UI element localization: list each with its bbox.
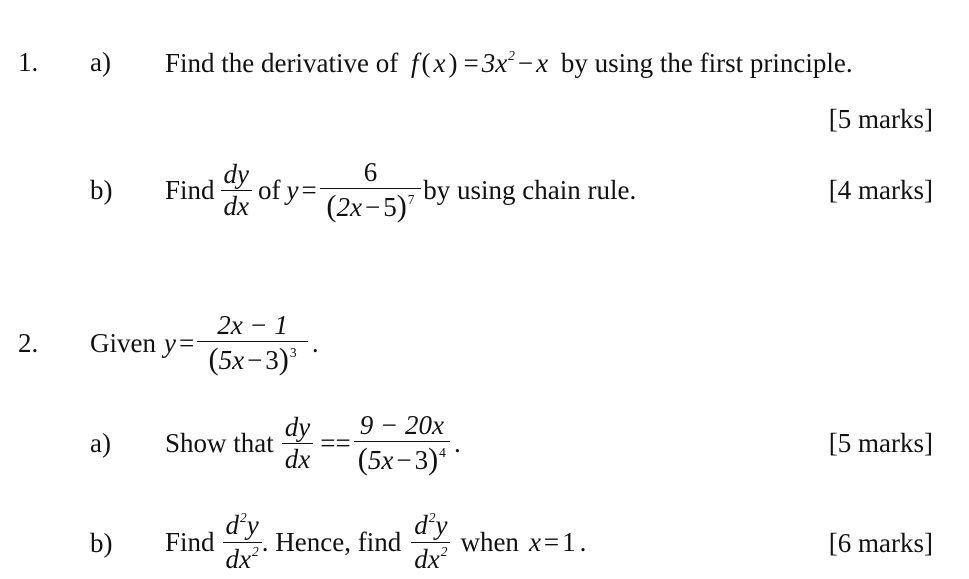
q2b-second-derivative-2: $\frac{d^2y}{dx^2}$ [411, 511, 450, 572]
q2a-eq: == [320, 427, 351, 458]
q1b-label: b) [90, 175, 113, 205]
q2a-marks: [5 marks] [828, 428, 933, 458]
q1a-text-after: by using the first principle. [560, 48, 853, 79]
q1a-text-before: Find the derivative of [165, 48, 399, 79]
q2-period: . [311, 327, 319, 358]
q2a-show: Show that [165, 427, 274, 458]
q1b-dydx: $\frac{dy}{dx}$ [221, 161, 252, 220]
q2-given [90, 305, 319, 381]
question-1-number: 1. [18, 47, 39, 77]
q1b-of: of [258, 174, 281, 205]
q2b-hence: . Hence, find [261, 526, 402, 557]
q2b-when: when [460, 526, 519, 557]
q1b-y: y [286, 174, 299, 205]
q2b-label: b) [90, 528, 113, 558]
q2-eq: = [178, 327, 195, 358]
q1b-fraction: $\frac{6}{(2x - 5)^7}$ [320, 159, 422, 221]
q1a-label: a) [90, 47, 111, 77]
question-2-number: 2. [18, 328, 39, 358]
q2b-text [165, 505, 586, 579]
q2-fraction: $\frac{2x - 1}{(5x - 3)^3}$ [197, 312, 308, 374]
q1a-text [165, 49, 853, 77]
q1b-text-after: by using chain rule. [423, 174, 637, 205]
q2a-period: . [453, 427, 461, 458]
q1b-eq: = [301, 174, 317, 205]
q2a-fraction: $\frac{9 - 20x}{(5x - 3)^4}$ [354, 412, 450, 474]
q1b-find: Find [165, 174, 215, 205]
q2a-label: a) [90, 428, 111, 458]
q2a-dydx: $\frac{dy}{dx}$ [282, 414, 313, 473]
q2-y: y [163, 327, 176, 358]
q1a-function: f ( x ) = $3x^2 - x$ [410, 48, 549, 79]
q2b-find: Find [165, 526, 215, 557]
q2-given-label: Given [90, 327, 156, 358]
q2b-second-derivative: $\frac{d^2y}{dx^2}$ [223, 511, 262, 572]
q2b-condition: x = 1 [528, 526, 576, 557]
q1b-text [165, 150, 636, 230]
q2a-text [165, 405, 461, 481]
q1a-marks: [5 marks] [828, 104, 933, 134]
q1b-marks: [4 marks] [828, 175, 933, 205]
q2b-period: . [579, 526, 587, 557]
q2b-marks: [6 marks] [828, 528, 933, 558]
